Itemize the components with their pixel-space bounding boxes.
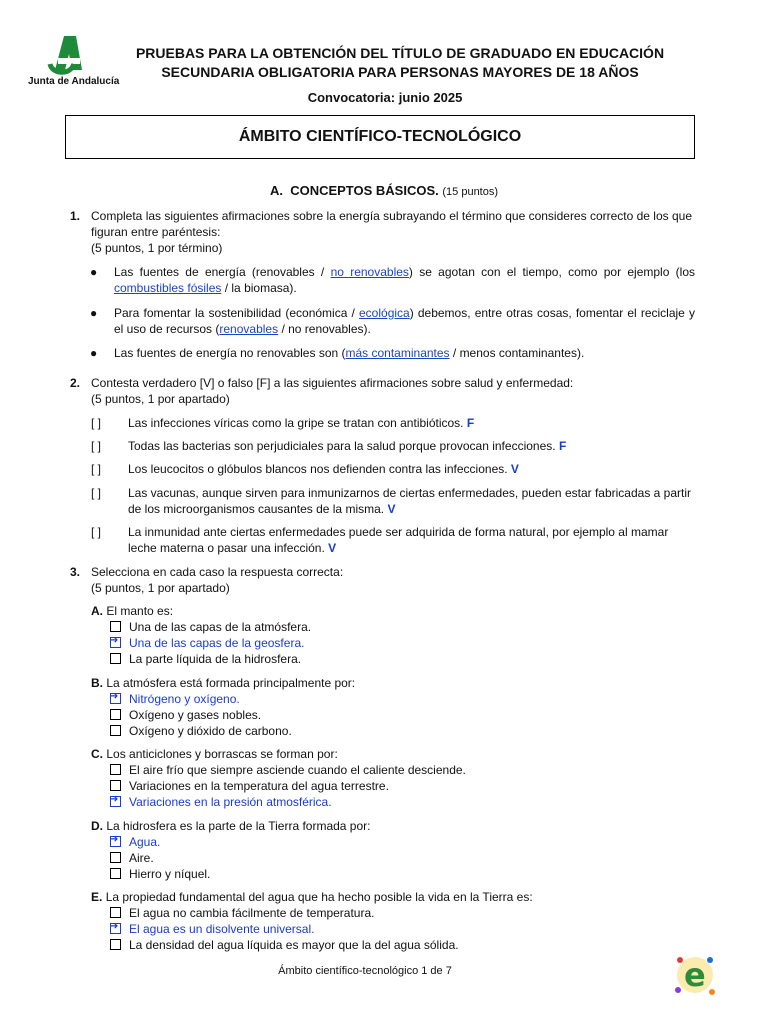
checkbox-icon[interactable] — [110, 621, 121, 632]
q3-option[interactable]: Hierro y níquel. — [110, 866, 210, 882]
q2-item: [ ] Las infecciones víricas como la gripe se tratan con antibióticos. F — [91, 416, 475, 430]
checkbox-icon[interactable] — [110, 852, 121, 863]
checkbox-icon[interactable] — [110, 780, 121, 791]
q3-option[interactable]: ➜Agua. — [110, 834, 160, 850]
question-1-text: Completa las siguientes afirmaciones sobre la energía subrayando el término que consideres correcto de los que figuran entre paréntesis: — [91, 209, 693, 239]
q3-option[interactable]: Oxígeno y dióxido de carbono. — [110, 723, 292, 739]
q3-option[interactable]: Una de las capas de la atmósfera. — [110, 619, 311, 635]
q3-option[interactable]: ➜Una de las capas de la geosfera. — [110, 635, 304, 651]
question-1-points: (5 puntos, 1 por término) — [91, 241, 223, 255]
logo-text: Junta de Andalucía — [28, 76, 120, 87]
q3-option[interactable]: ➜Variaciones en la presión atmosférica. — [110, 794, 332, 810]
q2-item: [ ] La inmunidad ante ciertas enfermedades puede ser adquirida de forma natural, por ejemplo al mamar leche materna o pasar una infección. V — [91, 525, 669, 555]
checked-box-icon[interactable] — [110, 796, 121, 807]
checkbox-icon[interactable] — [110, 764, 121, 775]
checkbox-icon[interactable] — [110, 725, 121, 736]
question-3: 3. Selecciona en cada caso la respuesta correcta: (5 puntos, 1 por apartado) — [70, 564, 710, 596]
q2-item: [ ] Todas las bacterias son perjudiciales para la salud porque provocan infecciones. F — [91, 439, 567, 453]
document-title: PRUEBAS PARA LA OBTENCIÓN DEL TÍTULO DE GRADUADO EN EDUCACIÓN SECUNDARIA OBLIGATORIA PARA PERSONAS MAYORES DE 18 AÑOS — [135, 45, 665, 80]
checkbox-icon[interactable] — [110, 868, 121, 879]
q2-item: [ ] Las vacunas, aunque sirven para inmunizarnos de ciertas enfermedades, pueden estar fabricadas a partir de los microorganismos causantes de la misma. V — [91, 486, 691, 516]
checked-box-icon[interactable] — [110, 637, 121, 648]
question-2: 2. Contesta verdadero [V] o falso [F] a las siguientes afirmaciones sobre salud y enfermedad: (5 puntos, 1 por apartado) — [70, 375, 710, 407]
question-1: 1. Completa las siguientes afirmaciones sobre la energía subrayando el término que consideres correcto de los que figuran entre paréntesis: (5 puntos, 1 por término) — [70, 208, 710, 256]
section-a-heading: A. CONCEPTOS BÁSICOS. (15 puntos) — [269, 183, 499, 198]
q3-part-stem: B. La atmósfera está formada principalmente por: — [91, 676, 356, 690]
ambito-title-box: ÁMBITO CIENTÍFICO-TECNOLÓGICO — [65, 115, 695, 159]
q3-option[interactable]: Oxígeno y gases nobles. — [110, 707, 261, 723]
question-2-text: Contesta verdadero [V] o falso [F] a las siguientes afirmaciones sobre salud y enfermedad: — [91, 376, 574, 390]
q3-option[interactable]: La densidad del agua líquida es mayor que la del agua sólida. — [110, 937, 459, 953]
q3-part-stem: E. La propiedad fundamental del agua que ha hecho posible la vida en la Tierra es: — [91, 890, 533, 904]
checked-box-icon[interactable] — [110, 836, 121, 847]
q3-option[interactable]: ➜El agua es un disolvente universal. — [110, 921, 314, 937]
q3-part-stem: D. La hidrosfera es la parte de la Tierra formada por: — [91, 819, 371, 833]
convocatoria: Convocatoria: junio 2025 — [307, 90, 463, 105]
q3-part-stem: C. Los anticiclones y borrascas se forman por: — [91, 747, 338, 761]
question-3-text: Selecciona en cada caso la respuesta correcta: — [91, 565, 344, 579]
q3-option[interactable]: Variaciones en la temperatura del agua terrestre. — [110, 778, 389, 794]
checkbox-icon[interactable] — [110, 907, 121, 918]
e-logo-icon — [670, 950, 720, 1000]
q1-bullet: ● Las fuentes de energía (renovables / no renovables) se agotan con el tiempo, como por ejemplo (los combustibles fósiles / la biomasa). — [90, 265, 696, 295]
question-2-points: (5 puntos, 1 por apartado) — [91, 392, 230, 406]
page-footer: Ámbito científico-tecnológico 1 de 7 — [278, 965, 452, 977]
checked-box-icon[interactable] — [110, 693, 121, 704]
q3-part-stem: A. El manto es: — [91, 604, 174, 618]
q3-option[interactable]: La parte líquida de la hidrosfera. — [110, 651, 301, 667]
q3-option[interactable]: Aire. — [110, 850, 154, 866]
checked-box-icon[interactable] — [110, 923, 121, 934]
q3-option[interactable]: El agua no cambia fácilmente de temperatura. — [110, 905, 374, 921]
question-3-points: (5 puntos, 1 por apartado) — [91, 581, 230, 595]
q3-option[interactable]: ➜Nitrógeno y oxígeno. — [110, 691, 240, 707]
checkbox-icon[interactable] — [110, 939, 121, 950]
q2-item: [ ] Los leucocitos o glóbulos blancos nos defienden contra las infecciones. V — [91, 462, 519, 476]
q3-option[interactable]: El aire frío que siempre asciende cuando el caliente desciende. — [110, 762, 466, 778]
q1-bullet: ● Las fuentes de energía no renovables son (más contaminantes / menos contaminantes). — [90, 346, 585, 360]
checkbox-icon[interactable] — [110, 653, 121, 664]
checkbox-icon[interactable] — [110, 709, 121, 720]
q1-bullet: ● Para fomentar la sostenibilidad (económica / ecológica) debemos, entre otras cosas, fomentar el reciclaje y el uso de recursos (renovables / no renovables). — [90, 306, 695, 336]
svg-text:e: e — [684, 956, 706, 994]
